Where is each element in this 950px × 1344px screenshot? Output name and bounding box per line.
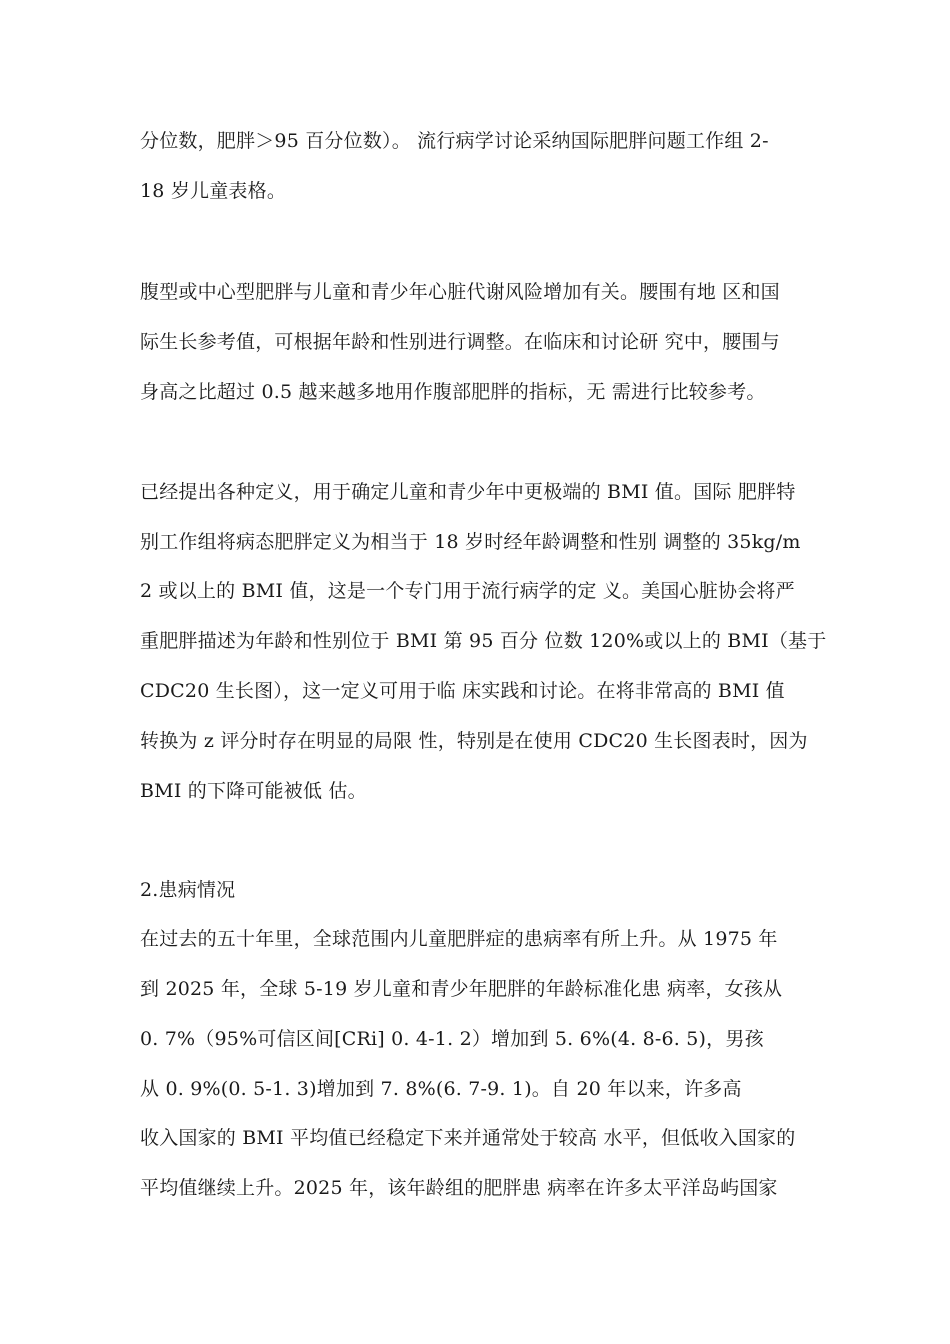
paragraph-line: 别工作组将病态肥胖定义为相当于 18 岁时经年龄调整和性别 调整的 35kg/m: [140, 531, 801, 553]
paragraph-line: 到 2025 年，全球 5-19 岁儿童和青少年肥胖的年龄标准化患 病率，女孩从: [140, 978, 783, 1000]
section-heading: 2.患病情况: [140, 879, 236, 901]
paragraph-line: 分位数，肥胖＞95 百分位数）。 流行病学讨论采纳国际肥胖问题工作组 2-: [140, 130, 769, 152]
paragraph-line: BMI 的下降可能被低 估。: [140, 780, 367, 802]
paragraph-line: 重肥胖描述为年龄和性别位于 BMI 第 95 百分 位数 120%或以上的 BMI（基于: [140, 630, 827, 652]
paragraph-line: 2 或以上的 BMI 值，这是一个专门用于流行病学的定 义。美国心脏协会将严: [140, 580, 795, 602]
paragraph-line: 际生长参考值，可根据年龄和性别进行调整。在临床和讨论研 究中，腰围与: [140, 331, 780, 353]
paragraph-line: 收入国家的 BMI 平均值已经稳定下来并通常处于较高 水平，但低收入国家的: [140, 1127, 796, 1149]
paragraph-line: 18 岁儿童表格。: [140, 180, 287, 202]
paragraph-line: 在过去的五十年里，全球范围内儿童肥胖症的患病率有所上升。从 1975 年: [140, 928, 778, 950]
paragraph-line: CDC20 生长图），这一定义可用于临 床实践和讨论。在将非常高的 BMI 值: [140, 680, 785, 702]
paragraph-line: 平均值继续上升。2025 年，该年龄组的肥胖患 病率在许多太平洋岛屿国家: [140, 1177, 778, 1199]
paragraph-line: 已经提出各种定义，用于确定儿童和青少年中更极端的 BMI 值。国际 肥胖特: [140, 481, 796, 503]
paragraph-line: 从 0. 9%(0. 5-1. 3)增加到 7. 8%(6. 7-9. 1)。自 20 年以来，许多高: [140, 1078, 742, 1100]
paragraph-line: 0. 7%（95%可信区间[CRi] 0. 4-1. 2）增加到 5. 6%(4. 8-6. 5)，男孩: [140, 1028, 764, 1050]
paragraph-line: 转换为 z 评分时存在明显的局限 性，特别是在使用 CDC20 生长图表时，因为: [140, 730, 808, 752]
paragraph-line: 腹型或中心型肥胖与儿童和青少年心脏代谢风险增加有关。腰围有地 区和国: [140, 281, 780, 303]
paragraph-line: 身高之比超过 0.5 越来越多地用作腹部肥胖的指标，无 需进行比较参考。: [140, 381, 766, 403]
